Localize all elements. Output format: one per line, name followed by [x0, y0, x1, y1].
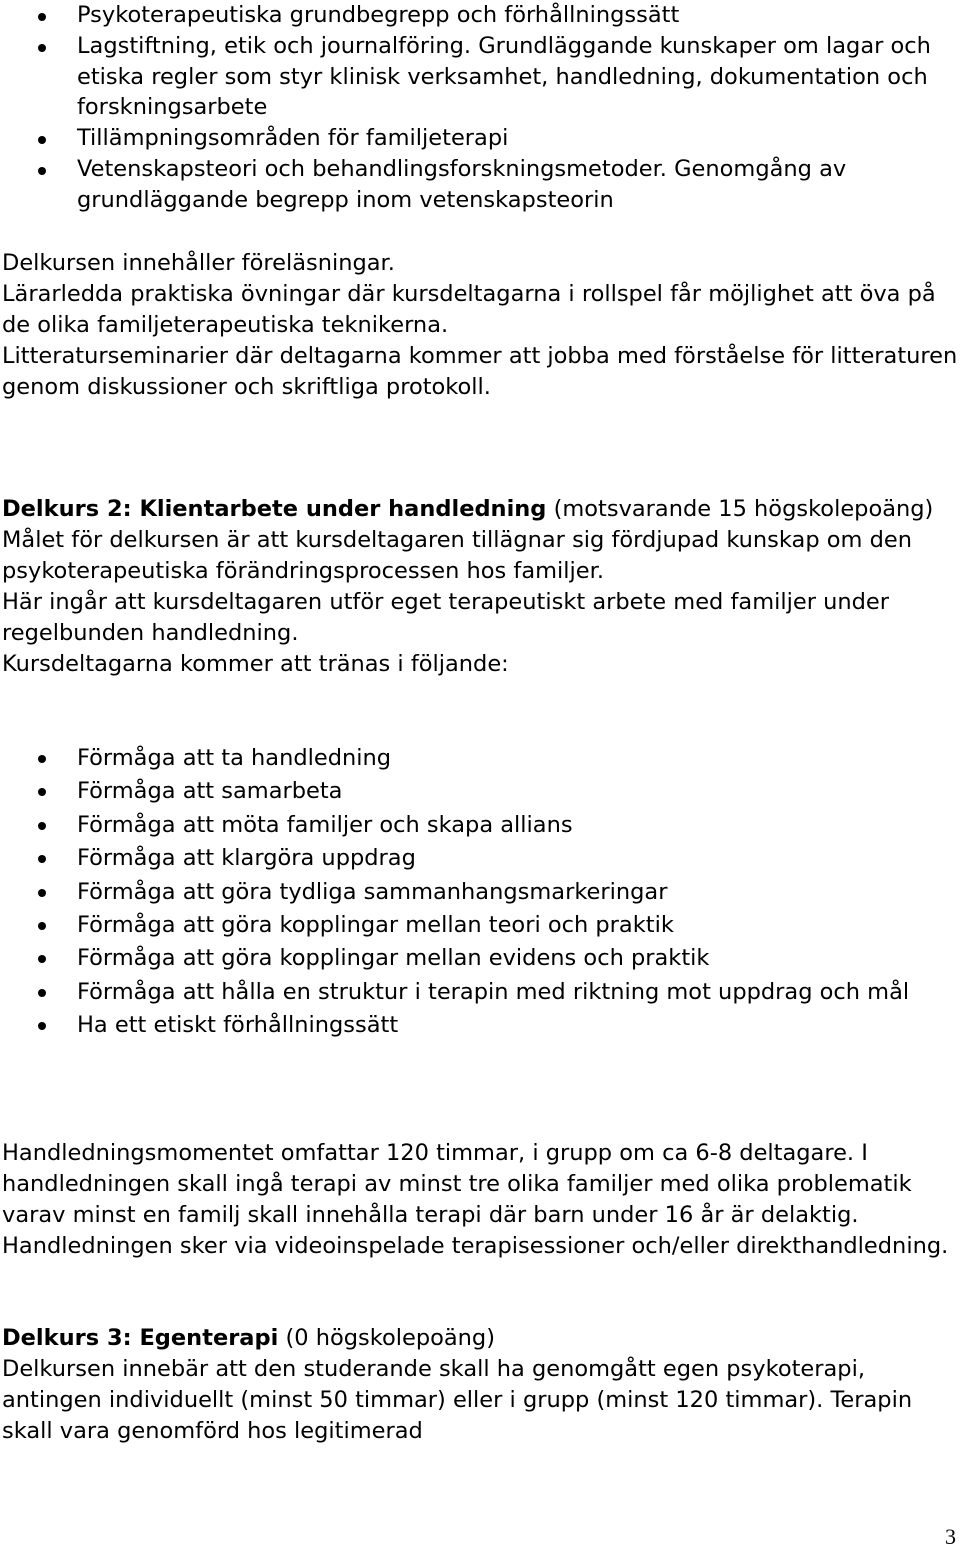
text-line: Målet för delkursen är att kursdeltagaren tillägnar sig fördjupad kunskap om den psykoterapeutiska förändringsprocessen hos familjer. [2, 527, 912, 584]
section-heading-credits: (motsvarande 15 högskolepoäng) [546, 496, 934, 522]
list-item: Ha ett etiskt förhållningssätt [0, 1009, 958, 1042]
section-heading-credits: (0 högskolepoäng) [278, 1325, 495, 1351]
list-item: Psykoterapeutiska grundbegrepp och förhållningssätt [0, 0, 958, 31]
text-line: Här ingår att kursdeltagaren utför eget terapeutiskt arbete med familjer under regelbunden handledning. [2, 589, 890, 646]
delkurs-2-section [2, 494, 958, 680]
section-heading: Delkurs 2: Klientarbete under handledning [2, 496, 547, 522]
text-line: Delkursen innehåller föreläsningar. [2, 250, 395, 276]
section-heading: Delkurs 3: Egenterapi [2, 1325, 279, 1351]
text-line: Litteraturseminarier där deltagarna kommer att jobba med förståelse för litteraturen genom diskussioner och skriftliga protokoll. [2, 343, 958, 400]
section-heading-line [2, 1323, 958, 1354]
text-line: Lärarledda praktiska övningar där kursdeltagarna i rollspel får möjlighet att öva på de olika familjeterapeutiska teknikerna. [2, 281, 936, 338]
list-item: Förmåga att ta handledning [0, 742, 958, 775]
list-item: Förmåga att hålla en struktur i terapin med riktning mot uppdrag och mål [0, 976, 958, 1009]
list-item: Lagstiftning, etik och journalföring. Grundläggande kunskaper om lagar och etiska regler som styr klinisk verksamhet, handledning, dokumentation och forskningsarbete [0, 31, 958, 123]
section-body: Delkursen innebär att den studerande skall ha genomgått egen psykoterapi, antingen individuellt (minst 50 timmar) eller i grupp (minst 120 timmar). Terapin skall vara genomförd hos legitimerad [2, 1356, 913, 1444]
delkurs-3-section [2, 1323, 958, 1447]
list-item: Förmåga att göra tydliga sammanhangsmarkeringar [0, 876, 958, 909]
course-content-paragraph [2, 248, 958, 403]
supervision-paragraph: Handledningsmomentet omfattar 120 timmar, i grupp om ca 6-8 deltagare. I handledningen skall ingå terapi av minst tre olika familjer med olika problematik varav minst en familj skall innehålla terapi där barn under 16 år är delaktig. Handledningen sker via videoinspelade terapisessioner och/eller direkthandledning. [2, 1140, 949, 1259]
list-item: Förmåga att samarbeta [0, 775, 958, 808]
skills-list [0, 742, 958, 1043]
list-item: Förmåga att göra kopplingar mellan teori och praktik [0, 909, 958, 942]
list-item: Förmåga att göra kopplingar mellan evidens och praktik [0, 942, 958, 975]
list-item: Vetenskapsteori och behandlingsforskningsmetoder. Genomgång av grundläggande begrepp inom vetenskapsteorin [0, 154, 958, 216]
text-line: Kursdeltagarna kommer att tränas i följande: [2, 651, 509, 677]
list-item: Förmåga att klargöra uppdrag [0, 842, 958, 875]
topics-list [0, 0, 958, 216]
list-item: Tillämpningsområden för familjeterapi [0, 123, 958, 154]
page-number: 3 [945, 1524, 956, 1549]
list-item: Förmåga att möta familjer och skapa allians [0, 809, 958, 842]
section-heading-line [2, 494, 958, 525]
